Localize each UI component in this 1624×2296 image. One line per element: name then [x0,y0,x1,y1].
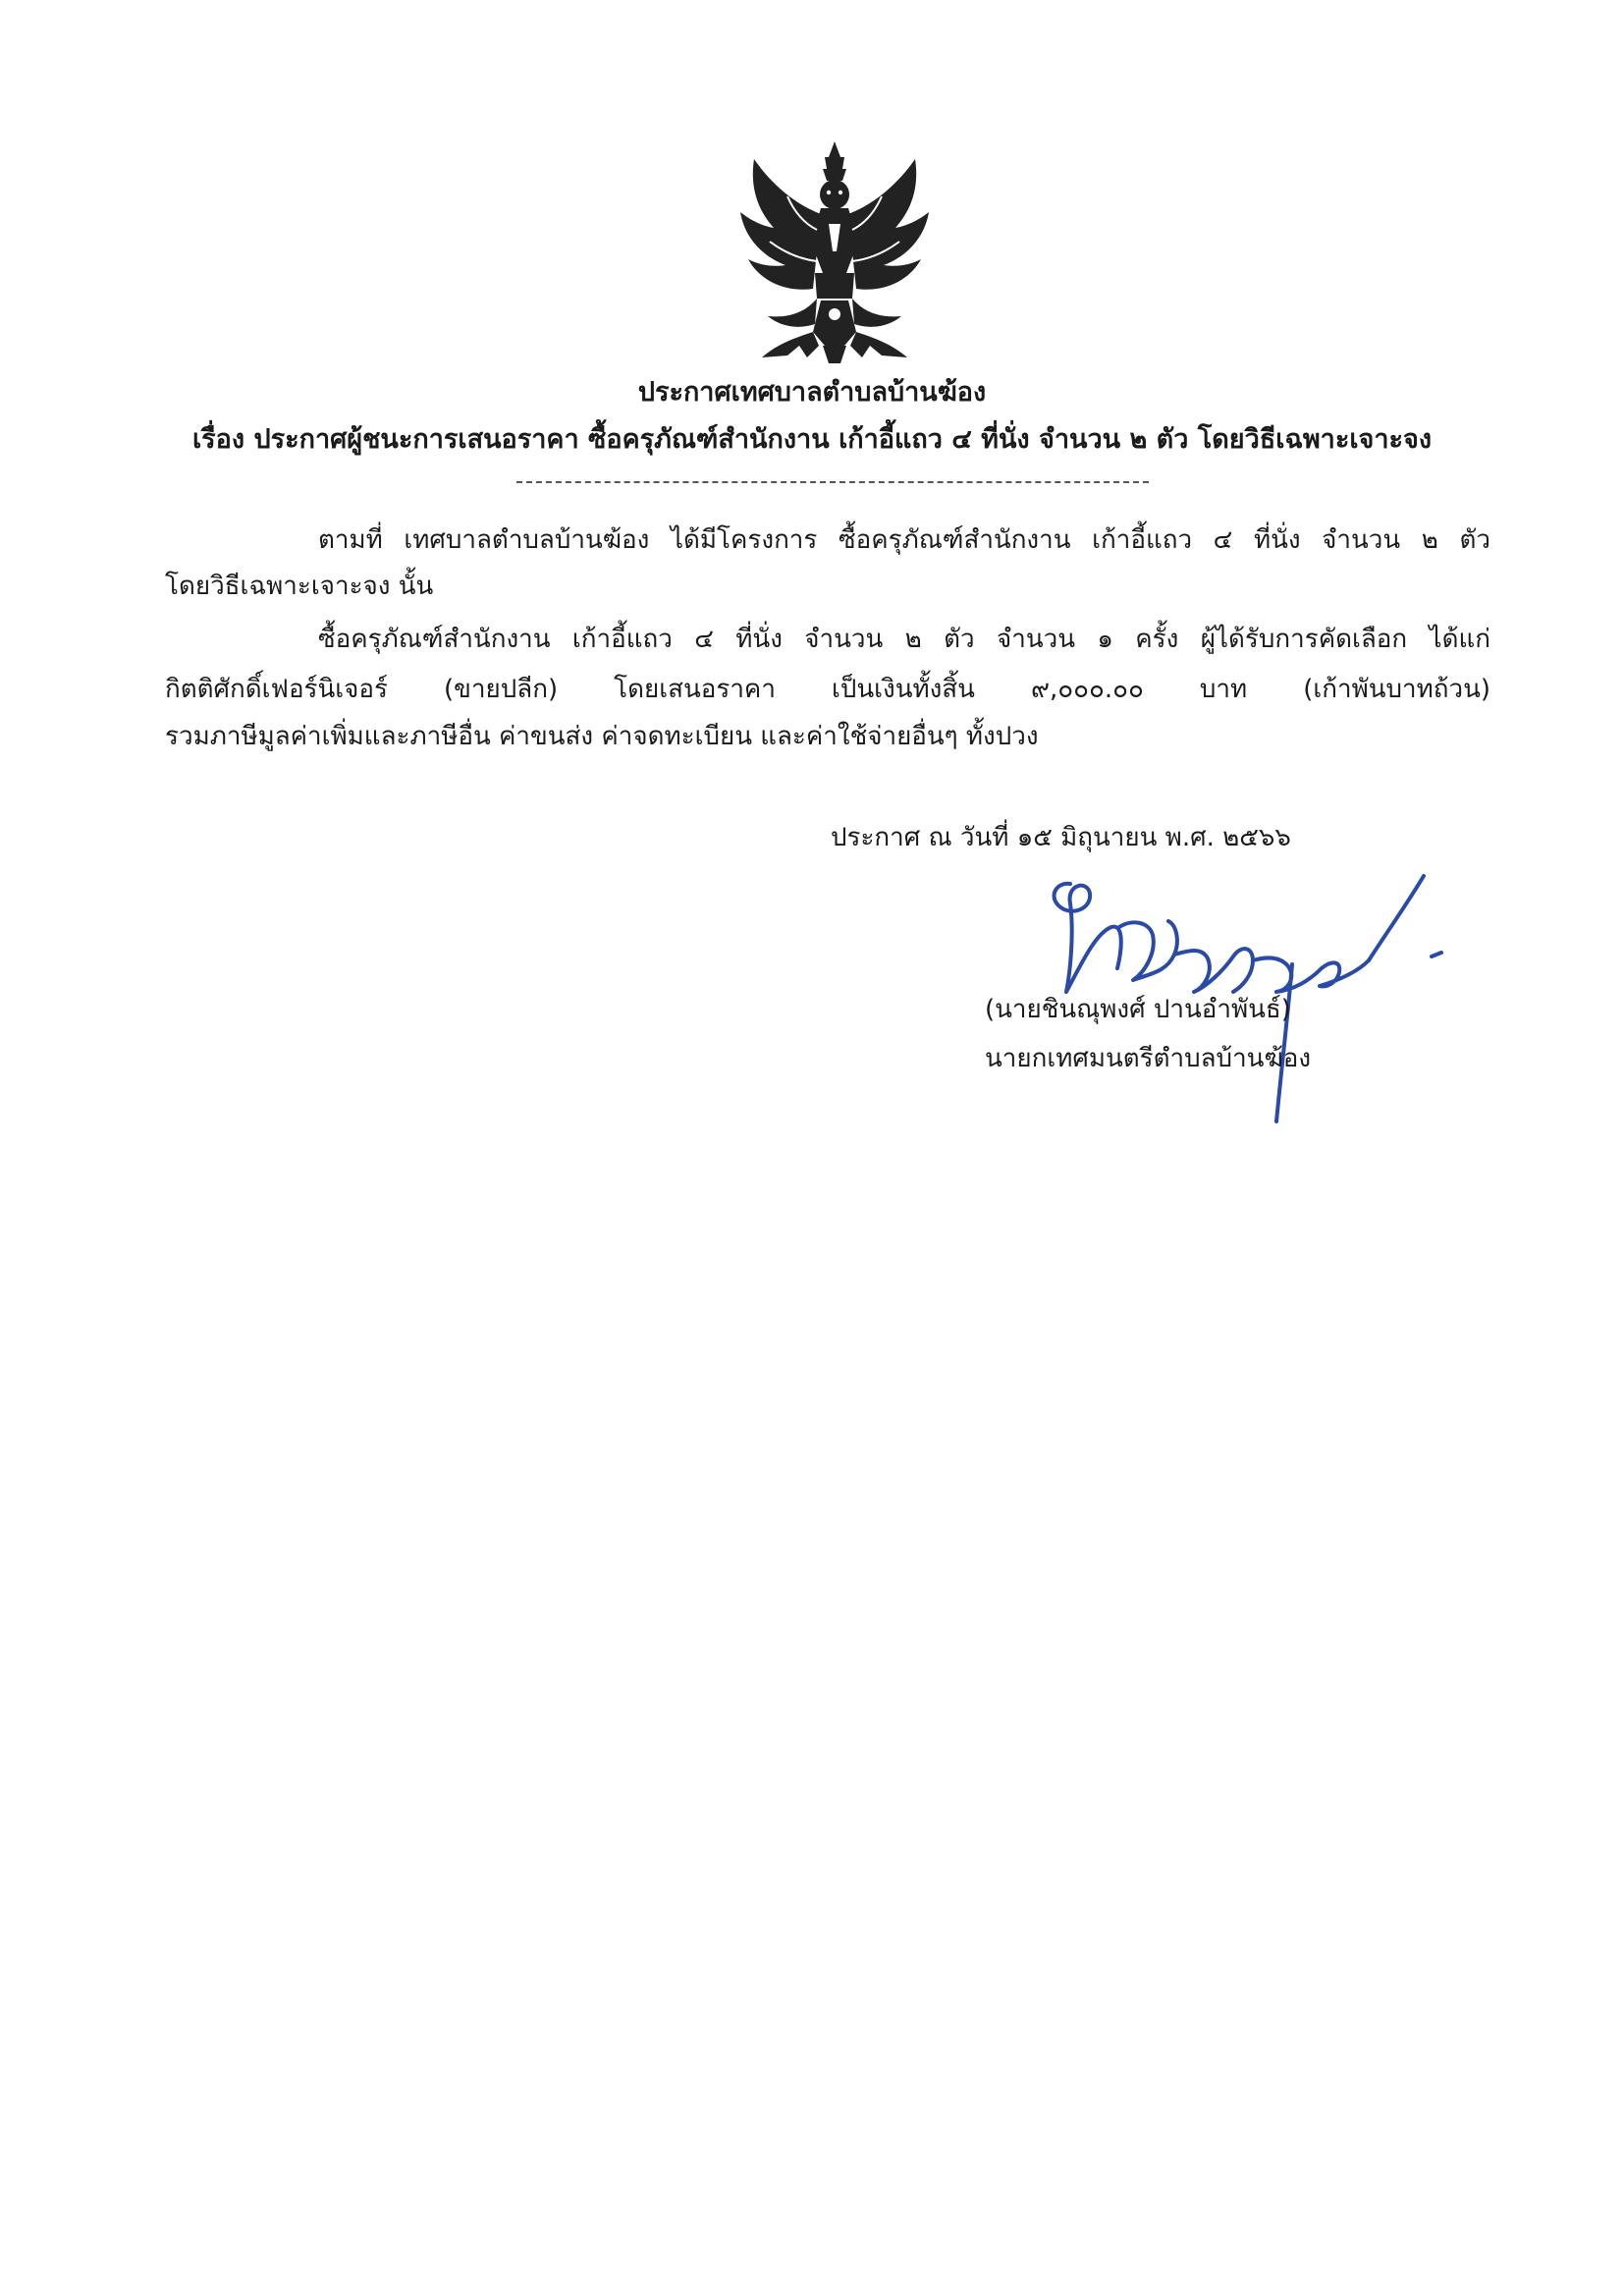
handwritten-signature-icon [1001,825,1463,1129]
paragraph-2-line-2: กิตติศักดิ์เฟอร์นิเจอร์ (ขายปลีก) โดยเสนอราคา เป็นเงินทั้งสิ้น ๙,๐๐๐.๐๐ บาท (เก้าพันบาทถ้วน) [165,675,1490,704]
title-separator [516,481,1149,483]
document-title: ประกาศเทศบาลตำบลบ้านฆ้อง [637,377,987,408]
paragraph-2-line-1: ซื้อครุภัณฑ์สำนักงาน เก้าอี้แถว ๔ ที่นั่ง จำนวน ๒ ตัว จำนวน ๑ ครั้ง ผู้ได้รับการคัดเลือก ได้แก่ [318,625,1490,654]
garuda-emblem-icon [727,136,943,367]
announcement-date: ประกาศ ณ วันที่ ๑๕ มิถุนายน พ.ศ. ๒๕๖๖ [831,823,1291,852]
paragraph-2-line-3: รวมภาษีมูลค่าเพิ่มและภาษีอื่น ค่าขนส่ง ค่าจดทะเบียน และค่าใช้จ่ายอื่นๆ ทั้งปวง [165,722,1039,751]
document-subject: เรื่อง ประกาศผู้ชนะการเสนอราคา ซื้อครุภัณฑ์สำนักงาน เก้าอี้แถว ๔ ที่นั่ง จำนวน ๒ ตัว โดยวิธีเฉพาะเจาะจง [191,424,1433,455]
signer-name: (นายชินณุพงศ์ ปานอำพันธ์) [985,995,1291,1024]
signer-position: นายกเทศมนตรีตำบลบ้านฆ้อง [985,1044,1312,1073]
paragraph-1-line-1: ตามที่ เทศบาลตำบลบ้านฆ้อง ได้มีโครงการ ซื้อครุภัณฑ์สำนักงาน เก้าอี้แถว ๔ ที่นั่ง จำนวน ๒ ตัว [318,525,1490,555]
paragraph-1-line-2: โดยวิธีเฉพาะเจาะจง นั้น [165,572,434,601]
